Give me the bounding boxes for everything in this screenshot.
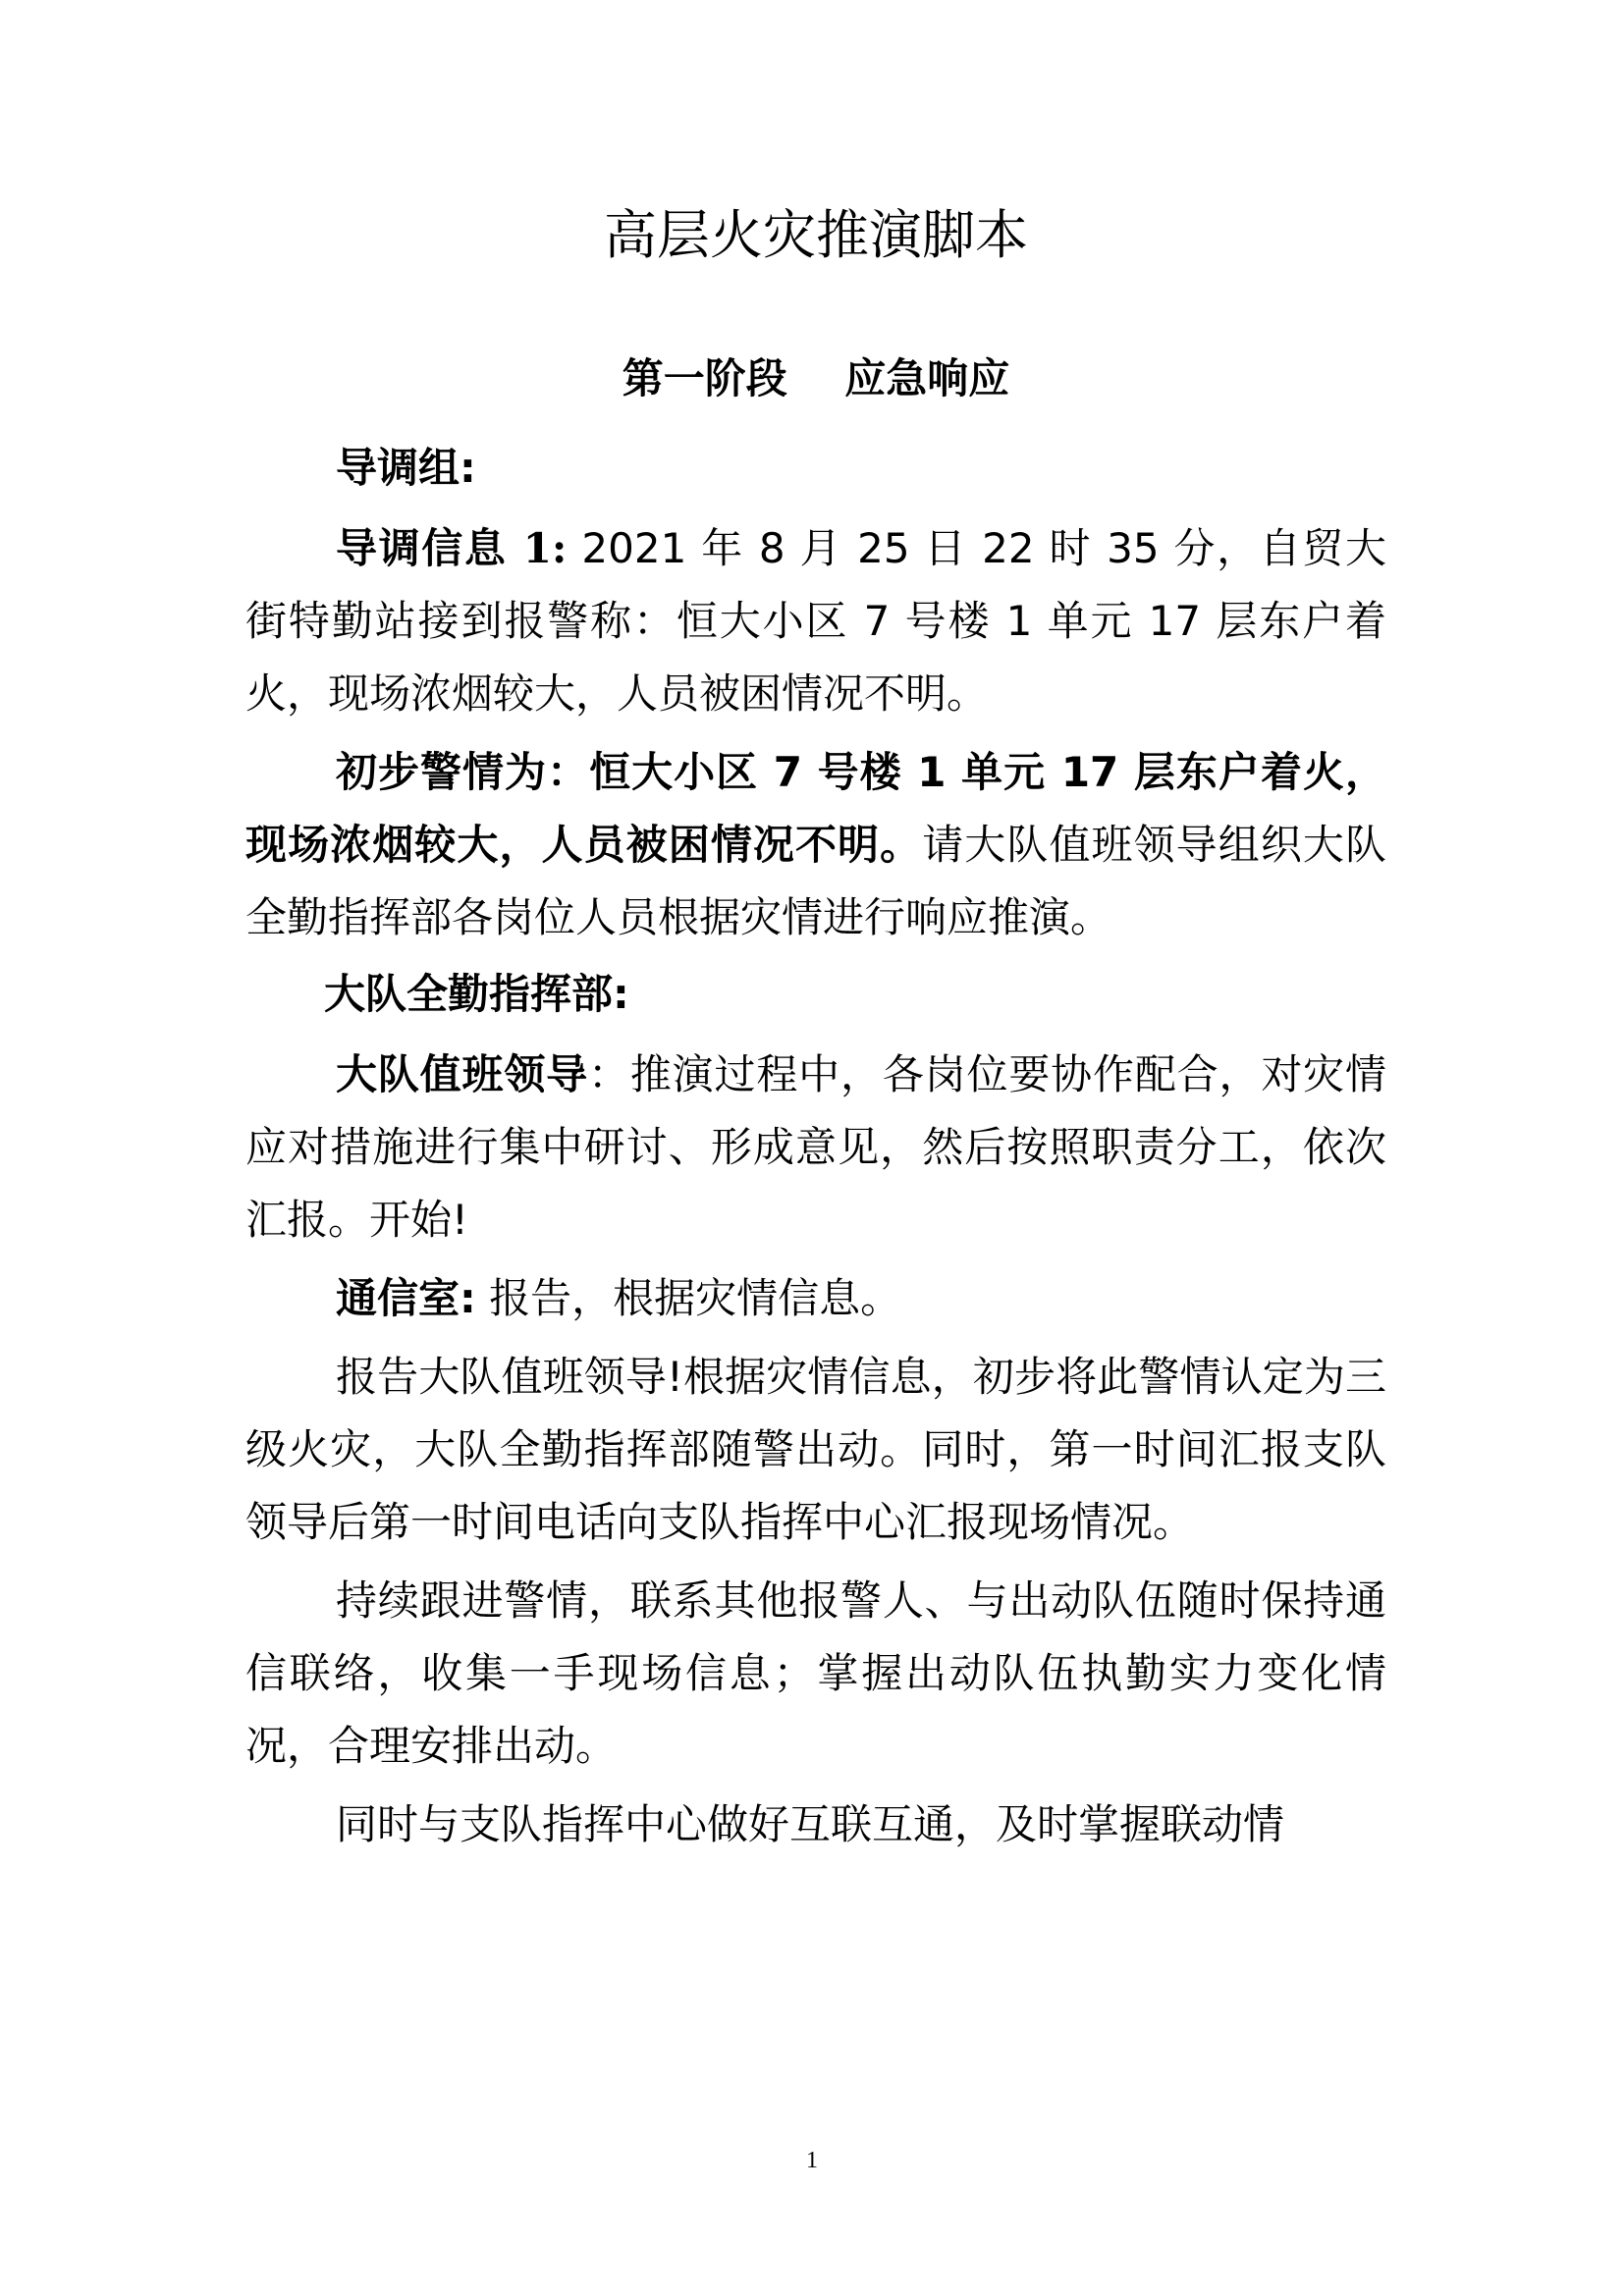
document-title: 高层火灾推演脚本 — [604, 204, 1028, 266]
stage-heading: 第一阶段 应急响应 — [622, 354, 1010, 402]
initial-alert-label: 初步警情为： — [336, 748, 590, 796]
guide-info-1-label: 导调信息 1: — [336, 524, 568, 572]
guide-info-1-paragraph — [245, 512, 1386, 730]
command-department-label: 大队全勤指挥部: — [324, 970, 629, 1018]
page-number: 1 — [806, 2148, 818, 2173]
communication-room-text: 报告，根据灾情信息。 — [475, 1274, 902, 1322]
guide-info-1-text: 2021 年 8 月 25 日 22 时 35 分，自贸大街特勤站接到报警称：恒大小区 7 号楼 1 单元 17 层东户着火，现场浓烟较大，人员被困情况不明。 — [245, 524, 1386, 718]
duty-leader-paragraph — [245, 1039, 1386, 1256]
initial-alert-paragraph — [245, 736, 1386, 954]
report-paragraph: 报告大队值班领导!根据灾情信息，初步将此警情认定为三级火灾，大队全勤指挥部随警出动。同时，第一时间汇报支队领导后第一时间电话向支队指挥中心汇报现场情况。 — [245, 1353, 1386, 1546]
duty-leader-text: ：推演过程中，各岗位要协作配合，对灾情应对措施进行集中研讨、形成意见，然后按照职责分工，依次汇报。开始! — [245, 1050, 1386, 1244]
document-body — [245, 196, 1386, 1867]
communication-room-paragraph — [245, 1262, 1386, 1335]
duty-leader-label: 大队值班领导 — [336, 1050, 588, 1098]
initial-alert-instruction: 请大队值班领导组织大队全勤指挥部各岗位人员根据灾情进行响应推演。 — [245, 821, 1386, 941]
follow-up-paragraph: 持续跟进警情，联系其他报警人、与出动队伍随时保持通信联络，收集一手现场信息；掌握出动队伍执勤实力变化情况，合理安排出动。 — [245, 1576, 1386, 1770]
coordination-paragraph: 同时与支队指挥中心做好互联互通，及时掌握联动情 — [336, 1800, 1285, 1848]
communication-room-label: 通信室: — [336, 1274, 476, 1322]
initial-alert-summary: 恒大小区 7 号楼 1 单元 17 层东户着火，现场浓烟较大，人员被困情况不明。 — [245, 748, 1386, 869]
guide-group-label: 导调组: — [336, 444, 476, 492]
